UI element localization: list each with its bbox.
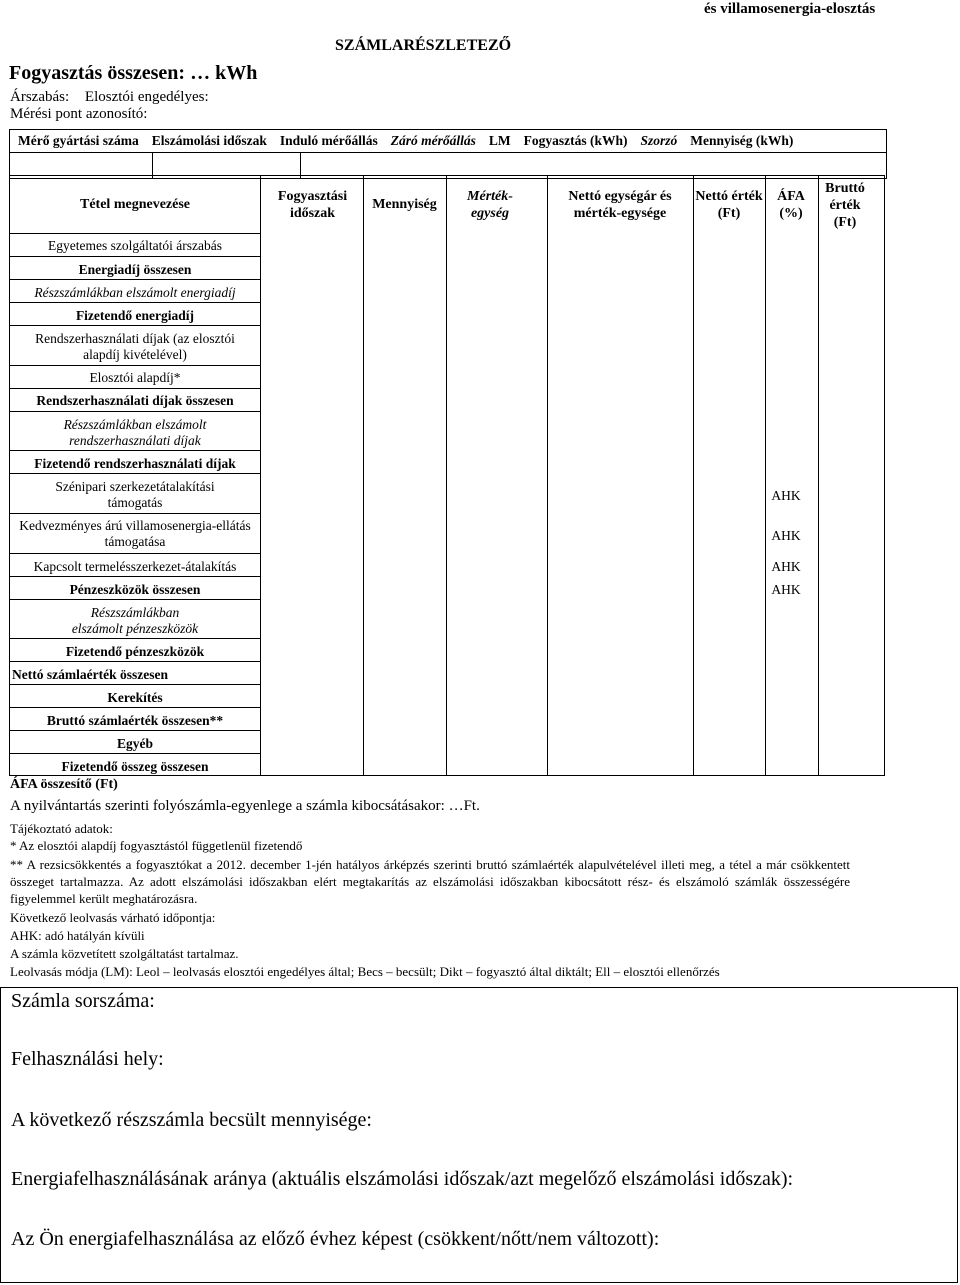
document-title: SZÁMLARÉSZLETEZŐ (335, 37, 512, 54)
row-divider (10, 365, 260, 366)
usage-place-label: Felhasználási hely: (11, 1048, 164, 1070)
row-coal-support: Szénipari szerkezetátalakítási támogatás (55, 479, 215, 510)
row-divider (10, 473, 260, 474)
row-divider (10, 707, 260, 708)
header-quantity: Mennyiség (372, 197, 437, 212)
header-gross: Bruttó érték (Ft) (825, 181, 865, 230)
row-divider (10, 599, 260, 600)
header-vat-label: ÁFA (%) (777, 189, 805, 221)
total-consumption: Fogyasztás összesen: … kWh (9, 62, 258, 84)
tariff-line (10, 89, 209, 106)
row-rounding: Kerekítés (107, 690, 163, 705)
next-reading-label: Következő leolvasás várható időpontja: (10, 910, 216, 925)
reading-mode-legend: Leolvasás módja (LM): Leol – leolvasás elosztói engedélyes által; Becs – becsült; Dikt – fogyasztó által diktált; Ell – elosztói ellenőrzés (10, 964, 720, 979)
distribution-heading: és villamosenergia-elosztás (704, 1, 876, 17)
row-divider (10, 684, 260, 685)
meter-col-multiplier: Szorzó (640, 133, 678, 148)
row-energy-payable: Fizetendő energiadíj (75, 308, 195, 323)
row-divider (10, 730, 260, 731)
row-divider (10, 325, 260, 326)
row-funds-total: Pénzeszközök összesen (69, 582, 201, 597)
row-energy-total: Energiadíj összesen (78, 262, 192, 277)
row-partial-system-fees: Részszámlákban elszámolt rendszerhasználati díjak (63, 417, 207, 448)
row-tariff: Egyetemes szolgáltatói árszabás (48, 238, 222, 253)
invoice-number-label: Számla sorszáma: (11, 990, 155, 1012)
row-divider (10, 302, 260, 303)
summary-box (0, 987, 958, 1283)
row-divider (10, 450, 260, 451)
row-system-fees-payable: Fizetendő rendszerhasználati díjak (34, 456, 236, 471)
row-gross-total: Bruttó számlaérték összesen** (46, 713, 224, 728)
vat-ahk: AHK (771, 488, 801, 503)
mediated-service-note: A számla közvetített szolgáltatást tartalmaz. (10, 946, 239, 961)
col-divider (363, 176, 364, 775)
yearly-comparison-label: Az Ön energiafelhasználása az előző évhez képest (csökkent/nőtt/nem változott): (11, 1228, 660, 1250)
header-vat (767, 188, 815, 222)
invoice-items-table (9, 175, 885, 776)
row-divider (10, 576, 260, 577)
tariff-label: Árszabás: (10, 89, 70, 105)
meter-col-consumption: Fogyasztás (kWh) (523, 133, 628, 148)
row-base-fee: Elosztói alapdíj* (89, 370, 181, 385)
header-unit: Mérték-egység (467, 189, 513, 221)
account-balance: A nyilvántartás szerinti folyószámla-egyenlege a számla kibocsátásakor: …Ft. (10, 798, 480, 814)
row-divider (10, 279, 260, 280)
header-unit-price: Nettó egységár és mérték-egysége (568, 189, 672, 221)
col-divider (547, 176, 548, 775)
row-divider (10, 513, 260, 514)
meter-col-quantity: Mennyiség (kWh) (690, 133, 794, 148)
consumption-ratio-label: Energiafelhasználásának aránya (aktuális elszámolási időszak/azt megelőző elszámolási időszak): (11, 1168, 794, 1190)
row-divider (10, 256, 260, 257)
header-period: Fogyasztási időszak (277, 189, 348, 221)
col-divider (765, 176, 766, 775)
col-divider (446, 176, 447, 775)
next-partial-label: A következő részszámla becsült mennyisége: (11, 1109, 372, 1131)
header-item: Tétel megnevezése (80, 197, 190, 212)
row-divider (10, 553, 260, 554)
meter-col-period: Elszámolási időszak (151, 133, 267, 148)
vat-ahk: AHK (771, 528, 801, 543)
row-system-fees: Rendszerhasználati díjak (az elosztói alapdíj kivételével) (35, 331, 235, 362)
row-divider (10, 233, 260, 234)
row-divider (10, 388, 260, 389)
col-divider (260, 176, 261, 775)
col-divider (693, 176, 694, 775)
row-partial-energy: Részszámlákban elszámolt energiadíj (34, 285, 236, 300)
vat-summary-label: ÁFA összesítő (Ft) (10, 777, 118, 792)
note-base-fee: * Az elosztói alapdíj fogyasztástól függetlenül fizetendő (10, 838, 303, 853)
vat-ahk: AHK (771, 582, 801, 597)
note-utility-reduction: ** A rezsicsökkentés a fogyasztókat a 2012. december 1-jén hatályos árképzés szerinti bruttó számlaérték alapulvételével illeti meg, a tétel a már csökkentett összeget tartalmazza. Az adott elszámolási időszakban elért megtakarítás az elszámolási időszakban kibocsátott rész- és elszámoló számlák összességére figyelemmel került meghatározásra. (10, 857, 850, 906)
row-discount-support: Kedvezményes árú villamosenergia-ellátás támogatása (19, 518, 251, 549)
col-divider (818, 176, 819, 775)
row-amount-payable: Fizetendő összeg összesen (61, 759, 209, 774)
meter-table-header (10, 130, 886, 153)
meter-col-lm: LM (488, 133, 511, 148)
row-net-total: Nettó számlaérték összesen (12, 667, 168, 682)
meter-col-end: Záró mérőállás (390, 133, 476, 148)
info-title: Tájékoztató adatok: (10, 821, 113, 836)
row-system-fees-total: Rendszerhasználati díjak összesen (36, 393, 234, 408)
distributor-label: Elosztói engedélyes: (84, 89, 209, 105)
row-divider (10, 753, 260, 754)
row-partial-funds: Részszámlákban elszámolt pénzeszközök (71, 605, 199, 636)
meter-table (9, 129, 887, 179)
row-divider (10, 411, 260, 412)
ahk-definition: AHK: adó hatályán kívüli (10, 928, 145, 943)
row-cogeneration: Kapcsolt termelésszerkezet-átalakítás (33, 559, 237, 574)
meter-col-serial: Mérő gyártási száma (18, 133, 139, 148)
header-net: Nettó érték (Ft) (695, 189, 763, 221)
meter-point-label: Mérési pont azonosító: (10, 106, 148, 122)
row-funds-payable: Fizetendő pénzeszközök (65, 644, 205, 659)
row-other: Egyéb (116, 736, 153, 751)
meter-col-start: Induló mérőállás (279, 133, 378, 148)
row-divider (10, 661, 260, 662)
vat-ahk: AHK (771, 559, 801, 574)
row-divider (10, 638, 260, 639)
